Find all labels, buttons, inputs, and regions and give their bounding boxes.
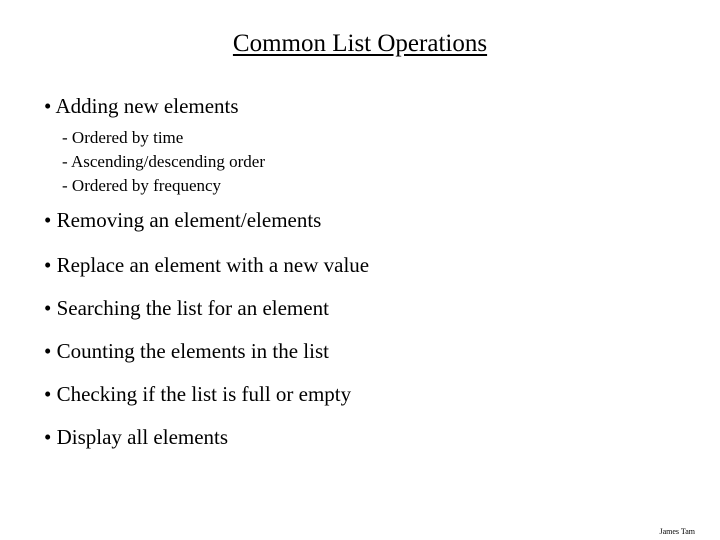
subitem-ordered-by-frequency: - Ordered by frequency bbox=[62, 176, 222, 195]
bullet-searching: • Searching the list for an element bbox=[44, 296, 329, 320]
slide-title: Common List Operations bbox=[232, 30, 488, 57]
bullet-adding: • Adding new elements bbox=[44, 94, 239, 118]
subitem-ordered-by-time: - Ordered by time bbox=[62, 128, 184, 147]
bullet-counting: • Counting the elements in the list bbox=[44, 339, 329, 363]
footer-author: James Tam bbox=[659, 527, 695, 536]
subitem-ascending-descending: - Ascending/descending order bbox=[62, 152, 265, 171]
bullet-checking: • Checking if the list is full or empty bbox=[44, 382, 352, 406]
bullet-replace: • Replace an element with a new value bbox=[44, 253, 370, 277]
bullet-display: • Display all elements bbox=[44, 425, 229, 449]
bullet-removing: • Removing an element/elements bbox=[44, 208, 322, 232]
